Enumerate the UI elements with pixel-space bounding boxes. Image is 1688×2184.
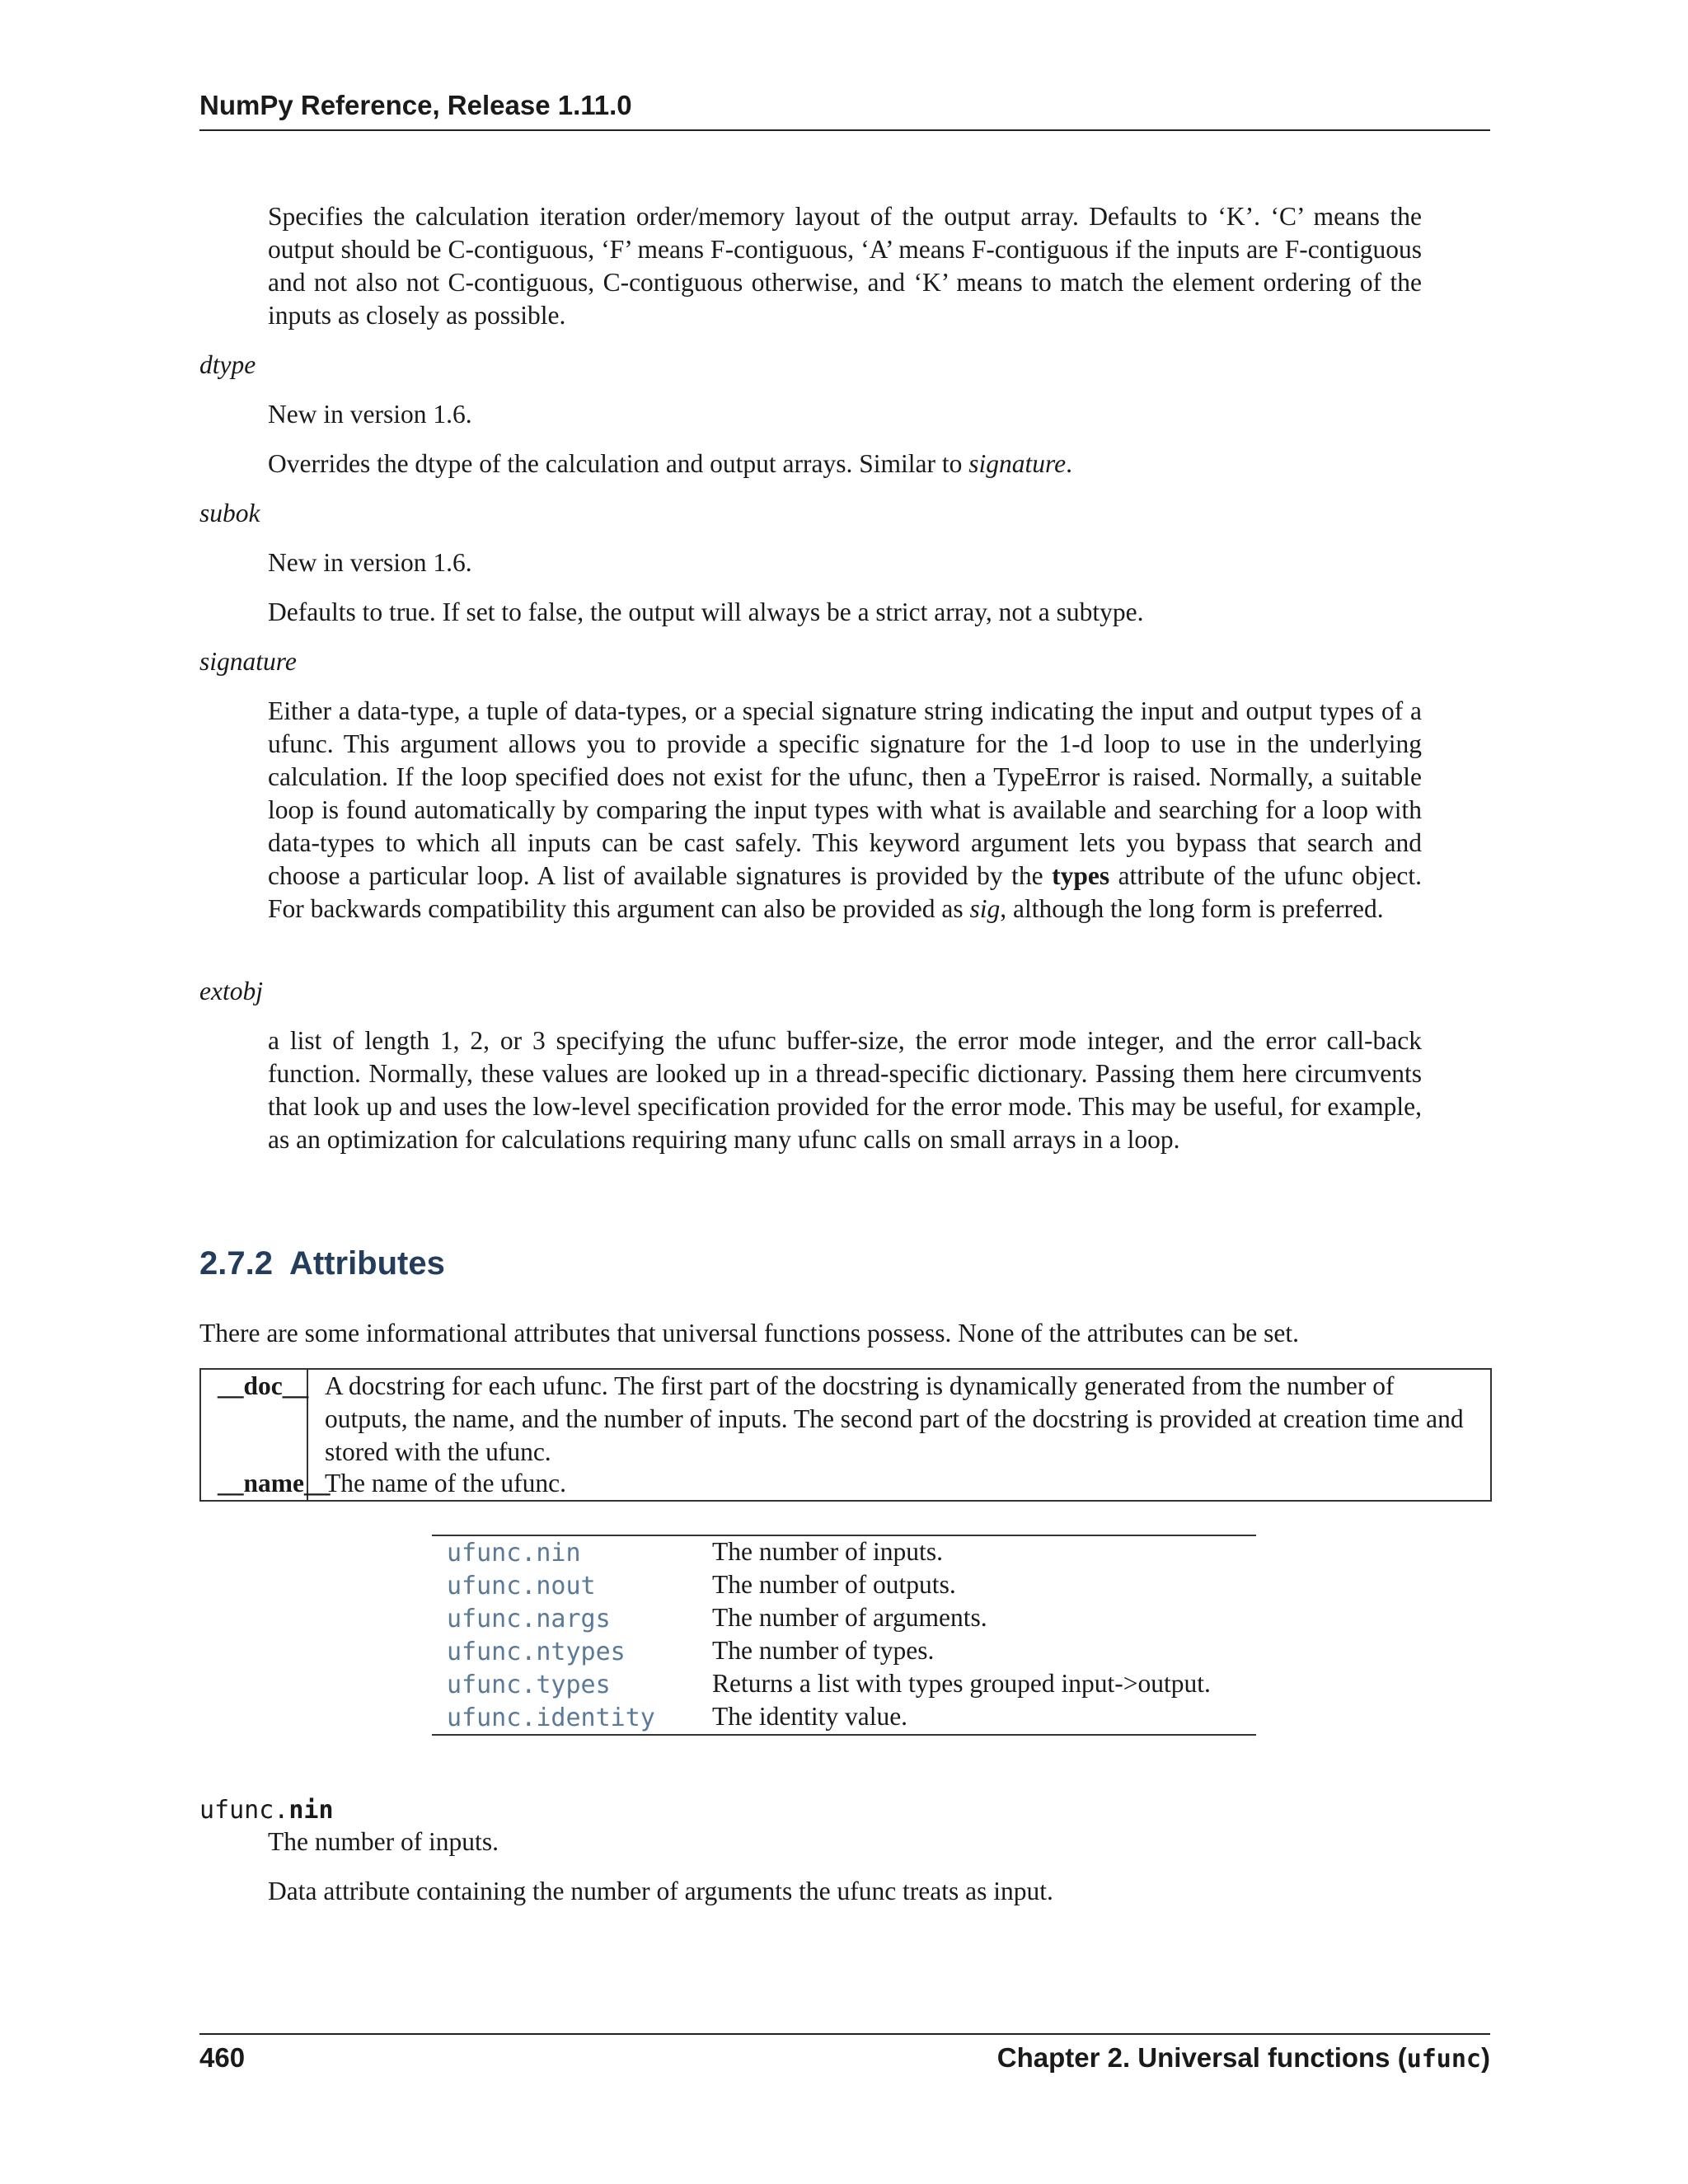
nin-prefix: ufunc. [199,1796,289,1825]
link-ufunc-identity[interactable]: ufunc.identity [447,1704,655,1732]
signature-text-2: attribute of the ufunc object. For backwards compatibility this argument can also be provided as [268,861,1422,923]
nin-name: nin [288,1796,334,1825]
term-dtype: dtype [199,350,256,379]
link-ufunc-nargs[interactable]: ufunc.nargs [447,1605,611,1633]
page-number: 460 [199,2042,246,2073]
attr-name-name: __name__ [218,1469,331,1497]
summary-row [432,1700,1256,1733]
chapter-title [997,2041,1490,2076]
summary-desc: The number of outputs. [712,1570,956,1599]
summary-row [432,1667,1256,1700]
summary-table-bottom-rule [432,1734,1256,1736]
summary-desc: The identity value. [712,1702,908,1731]
dtype-description [268,448,1072,480]
link-ufunc-nin[interactable]: ufunc.nin [447,1539,581,1568]
order-description: Specifies the calculation iteration order/memory layout of the output array. Defaults to ‘K’. ‘C’ means the output should be C-contiguous, ‘F’ means F-contiguous, ‘A’ means F-contiguous if the inputs are F-contiguous and not also not C-contiguous, C-contiguous otherwise, and ‘K’ means to match the element ordering of the inputs as closely as possible. [268,202,1422,330]
section-title: Attributes [288,1245,445,1282]
signature-text-3: , although the long form is preferred. [1000,894,1384,923]
signature-reference: signature [968,449,1067,478]
summary-desc: The number of arguments. [712,1603,987,1632]
summary-row [432,1568,1256,1601]
header-rule [199,129,1490,131]
summary-desc: Returns a list with types grouped input->output. [712,1669,1211,1698]
signature-description [268,695,1422,926]
chapter-code: ufunc [1406,2045,1481,2074]
term-signature: signature [199,647,297,676]
term-extobj: extobj [199,977,263,1005]
attr-name-doc: __doc__ [218,1371,309,1400]
section-number: 2.7.2 [199,1245,273,1282]
types-attribute-ref: types [1052,861,1110,890]
dtype-version-note: New in version 1.6. [268,400,472,429]
link-ufunc-nout[interactable]: ufunc.nout [447,1572,596,1601]
section-heading [199,1243,445,1284]
nin-description: Data attribute containing the number of arguments the ufunc treats as input. [268,1877,1053,1905]
chapter-suffix: ) [1481,2042,1490,2073]
attribute-table [199,1368,1492,1502]
summary-row [432,1601,1256,1634]
summary-row [432,1535,1256,1568]
attr-desc-name: The name of the ufunc. [325,1469,567,1497]
sig-keyword: sig [969,894,1001,923]
running-header: NumPy Reference, Release 1.11.0 [199,90,632,120]
term-subok: subok [199,499,260,527]
section-intro: There are some informational attributes that universal functions possess. None of the attributes can be set. [199,1319,1299,1347]
signature-text-1: Either a data-type, a tuple of data-types, or a special signature string indicating the input and output types of a ufunc. This argument allows you to provide a specific signature for the 1-d loop to use in the underlying calculation. If the loop specified does not exist for the ufunc, then a TypeError is raised. Normally, a suitable loop is found automatically by comparing the input types with what is available and searching for a loop with data-types to which all inputs can be cast safely. This keyword argument lets you bypass that search and choose a particular loop. A list of available signatures is provided by the [268,696,1422,890]
nin-summary: The number of inputs. [268,1827,499,1856]
subok-description: Defaults to true. If set to false, the output will always be a strict array, not a subtype. [268,598,1144,626]
extobj-description: a list of length 1, 2, or 3 specifying the ufunc buffer-size, the error mode integer, and the error call-back function. Normally, these values are looked up in a thread-specific dictionary. Passing them here circumvents that look up and uses the low-level specification provided for the error mode. This may be useful, for example, as an optimization for calculations requiring many ufunc calls on small arrays in a loop. [268,1026,1422,1154]
link-ufunc-types[interactable]: ufunc.types [447,1671,611,1699]
dtype-text-after: . [1066,449,1072,478]
summary-desc: The number of types. [712,1636,935,1665]
summary-row [432,1634,1256,1667]
footer-rule [199,2033,1490,2035]
nin-signature [199,1794,334,1827]
attr-desc-doc: A docstring for each ufunc. The first part of the docstring is dynamically generated from the number of outputs, the name, and the number of inputs. The second part of the docstring is provided at creation time and stored with the ufunc. [325,1371,1464,1466]
link-ufunc-ntypes[interactable]: ufunc.ntypes [447,1638,626,1666]
chapter-prefix: Chapter 2. Universal functions ( [996,2042,1407,2073]
summary-desc: The number of inputs. [712,1537,943,1566]
subok-version-note: New in version 1.6. [268,548,472,577]
dtype-text-before: Overrides the dtype of the calculation and output arrays. Similar to [268,449,969,478]
